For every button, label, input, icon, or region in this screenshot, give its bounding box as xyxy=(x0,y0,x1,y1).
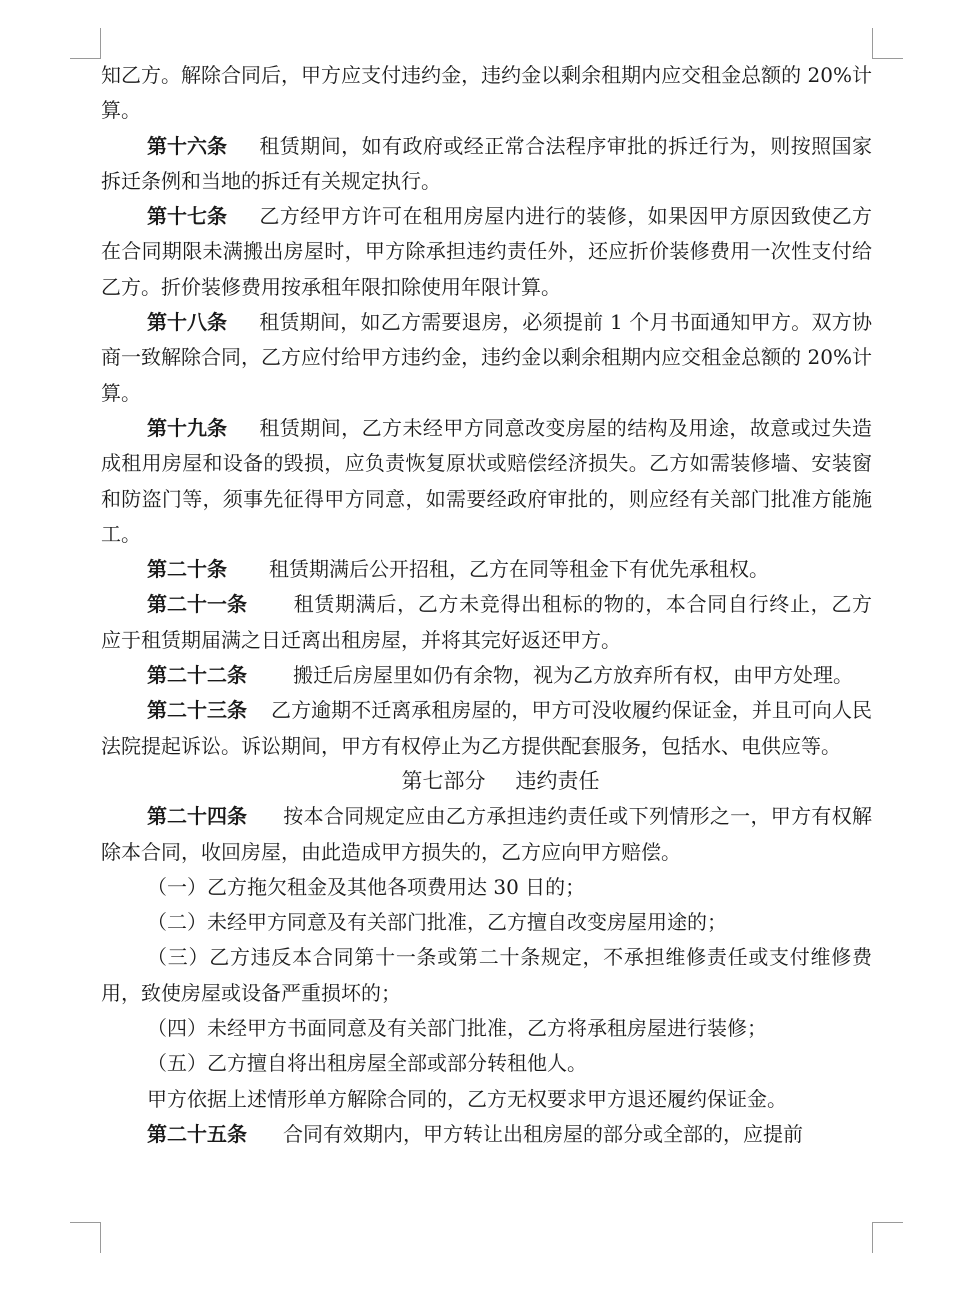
article-text: 合同有效期内，甲方转让出租房屋的部分或全部的，应提前 xyxy=(283,1121,803,1146)
crop-mark-bottom-left xyxy=(70,1222,101,1253)
article-number: 第二十条 xyxy=(147,557,227,582)
article-number: 第二十五条 xyxy=(147,1121,247,1146)
list-item-text: （四）未经甲方书面同意及有关部门批准，乙方将承租房屋进行装修； xyxy=(147,1016,767,1041)
article-24 xyxy=(101,799,872,870)
article-text: 租赁期间，如有政府或经正常合法程序审批的拆迁行为，则按照国家拆迁条例和当地的拆迁有关规定执行。 xyxy=(101,133,872,193)
list-item-text: （三）乙方违反本合同第十一条或第二十条规定，不承担维修责任或支付维修费用，致使房屋或设备严重损坏的； xyxy=(101,945,872,1005)
list-item-2 xyxy=(101,905,872,940)
article-22 xyxy=(101,658,872,693)
article-25 xyxy=(101,1117,872,1152)
paragraph-continuation xyxy=(101,58,872,129)
crop-mark-top-right xyxy=(872,28,903,59)
article-text: 搬迁后房屋里如仍有余物，视为乙方放弃所有权，由甲方处理。 xyxy=(293,663,853,688)
article-23 xyxy=(101,693,872,764)
article-text: 乙方逾期不迁离承租房屋的，甲方可没收履约保证金，并且可向人民法院提起诉讼。诉讼期间，甲方有权停止为乙方提供配套服务，包括水、电供应等。 xyxy=(101,698,872,758)
article-19 xyxy=(101,411,872,552)
article-18 xyxy=(101,305,872,411)
article-number: 第二十四条 xyxy=(147,804,247,829)
crop-mark-bottom-right xyxy=(872,1222,903,1253)
list-item-5 xyxy=(101,1046,872,1081)
article-20 xyxy=(101,552,872,587)
paragraph-text: 知乙方。解除合同后，甲方应支付违约金，违约金以剩余租期内应交租金总额的 20%计算。 xyxy=(101,63,872,123)
list-item-3 xyxy=(101,940,872,1011)
article-number: 第二十一条 xyxy=(147,592,247,617)
list-item-text: （一）乙方拖欠租金及其他各项费用达 30 日的； xyxy=(147,874,586,899)
article-text: 乙方经甲方许可在租用房屋内进行的装修，如果因甲方原因致使乙方在合同期限未满搬出房屋时，甲方除承担违约责任外，还应折价装修费用一次性支付给乙方。折价装修费用按承租年限扣除使用年限计算。 xyxy=(101,204,872,299)
article-text: 租赁期满后，乙方未竞得出租标的物的，本合同自行终止，乙方应于租赁期届满之日迁离出租房屋，并将其完好返还甲方。 xyxy=(101,592,872,652)
section-part: 第七部分 xyxy=(401,768,486,793)
article-text: 租赁期满后公开招租，乙方在同等租金下有优先承租权。 xyxy=(269,557,769,582)
section-heading xyxy=(101,764,872,799)
list-item-text: （五）乙方擅自将出租房屋全部或部分转租他人。 xyxy=(147,1051,587,1076)
list-item-1 xyxy=(101,870,872,905)
section-title: 违约责任 xyxy=(515,768,600,793)
document-page xyxy=(101,58,872,1152)
list-item-4 xyxy=(101,1011,872,1046)
article-number: 第二十二条 xyxy=(147,663,247,688)
article-number: 第十七条 xyxy=(147,204,227,229)
article-21 xyxy=(101,587,872,658)
article-number: 第十九条 xyxy=(147,415,227,440)
article-text: 租赁期间，乙方未经甲方同意改变房屋的结构及用途，故意或过失造成租用房屋和设备的毁损，应负责恢复原状或赔偿经济损失。乙方如需装修墙、安装窗和防盗门等，须事先征得甲方同意，如需要经政府审批的，则应经有关部门批准方能施工。 xyxy=(101,415,872,546)
article-text: 租赁期间，如乙方需要退房，必须提前 1 个月书面通知甲方。双方协商一致解除合同，乙方应付给甲方违约金，违约金以剩余租期内应交租金总额的 20%计算。 xyxy=(101,310,872,405)
list-item-text: （二）未经甲方同意及有关部门批准，乙方擅自改变房屋用途的； xyxy=(147,910,727,935)
article-number: 第二十三条 xyxy=(147,698,247,723)
article-number: 第十八条 xyxy=(147,310,227,335)
paragraph-text: 甲方依据上述情形单方解除合同的，乙方无权要求甲方退还履约保证金。 xyxy=(147,1086,787,1111)
paragraph-termination-note xyxy=(101,1082,872,1117)
article-number: 第十六条 xyxy=(147,133,227,158)
article-16 xyxy=(101,129,872,200)
article-17 xyxy=(101,199,872,305)
article-text: 按本合同规定应由乙方承担违约责任或下列情形之一，甲方有权解除本合同，收回房屋，由此造成甲方损失的，乙方应向甲方赔偿。 xyxy=(101,804,872,864)
crop-mark-top-left xyxy=(70,28,101,59)
